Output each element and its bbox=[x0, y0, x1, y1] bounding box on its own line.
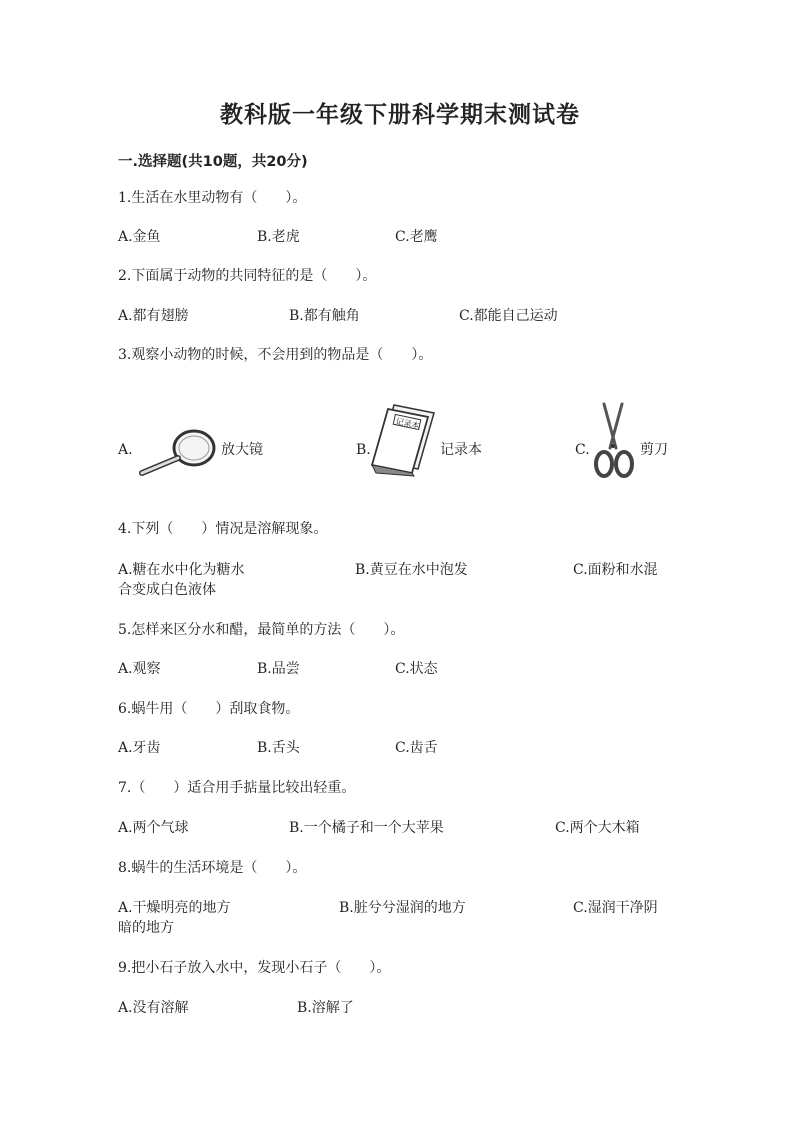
q4-option-a: A.糖在水中化为糖水 bbox=[118, 562, 245, 578]
q8-option-c: C.湿润干净阴 bbox=[573, 900, 658, 916]
q2-option-a: A.都有翅膀 bbox=[118, 308, 189, 324]
q9-option-b: B.溶解了 bbox=[297, 1000, 354, 1016]
question-1: 1.生活在水里动物有（ ）。 bbox=[118, 190, 307, 206]
q3-option-b-text: 记录本 bbox=[440, 442, 482, 458]
page-title: 教科版一年级下册科学期末测试卷 bbox=[220, 102, 580, 128]
q7-option-c: C.两个大木箱 bbox=[555, 820, 640, 836]
question-5: 5.怎样来区分水和醋，最简单的方法（ ）。 bbox=[118, 622, 405, 638]
section-heading: 一.选择题(共10题，共20分) bbox=[118, 154, 308, 170]
q8-option-b: B.脏兮兮湿润的地方 bbox=[339, 900, 466, 916]
q1-option-a: A.金鱼 bbox=[118, 229, 161, 245]
q6-option-a: A.牙齿 bbox=[118, 740, 161, 756]
q1-option-b: B.老虎 bbox=[257, 229, 300, 245]
question-7: 7.（ ）适合用手掂量比较出轻重。 bbox=[118, 780, 356, 796]
q3-option-a: A. bbox=[118, 442, 133, 458]
q5-option-b: B.品尝 bbox=[257, 661, 300, 677]
q1-option-c: C.老鹰 bbox=[395, 229, 438, 245]
q5-option-c: C.状态 bbox=[395, 661, 438, 677]
q6-option-b: B.舌头 bbox=[257, 740, 300, 756]
question-9: 9.把小石子放入水中，发现小石子（ ）。 bbox=[118, 960, 391, 976]
q3-option-b: B. bbox=[356, 442, 371, 458]
magnifier-icon bbox=[136, 426, 220, 478]
question-6: 6.蜗牛用（ ）刮取食物。 bbox=[118, 701, 300, 717]
q6-option-c: C.齿舌 bbox=[395, 740, 438, 756]
q2-option-b: B.都有触角 bbox=[289, 308, 360, 324]
q5-option-a: A.观察 bbox=[118, 661, 161, 677]
q8-option-c-continued: 暗的地方 bbox=[118, 920, 174, 936]
q2-option-c: C.都能自己运动 bbox=[459, 308, 558, 324]
q7-option-b: B.一个橘子和一个大苹果 bbox=[289, 820, 444, 836]
notebook-icon bbox=[370, 403, 438, 477]
question-4: 4.下列（ ）情况是溶解现象。 bbox=[118, 521, 328, 537]
q4-option-c: C.面粉和水混 bbox=[573, 562, 658, 578]
q3-option-c-text: 剪刀 bbox=[640, 442, 668, 458]
scissors-icon bbox=[592, 402, 634, 480]
question-3: 3.观察小动物的时候，不会用到的物品是（ ）。 bbox=[118, 347, 433, 363]
q8-option-a: A.干燥明亮的地方 bbox=[118, 900, 231, 916]
q4-option-c-continued: 合变成白色液体 bbox=[118, 582, 216, 598]
q9-option-a: A.没有溶解 bbox=[118, 1000, 189, 1016]
question-2: 2.下面属于动物的共同特征的是（ ）。 bbox=[118, 268, 377, 284]
question-8: 8.蜗牛的生活环境是（ ）。 bbox=[118, 860, 307, 876]
q4-option-b: B.黄豆在水中泡发 bbox=[355, 562, 468, 578]
q7-option-a: A.两个气球 bbox=[118, 820, 189, 836]
q3-option-a-text: 放大镜 bbox=[221, 442, 263, 458]
notebook-cover-text: 记录本 bbox=[394, 416, 421, 431]
q3-option-c: C. bbox=[575, 442, 590, 458]
